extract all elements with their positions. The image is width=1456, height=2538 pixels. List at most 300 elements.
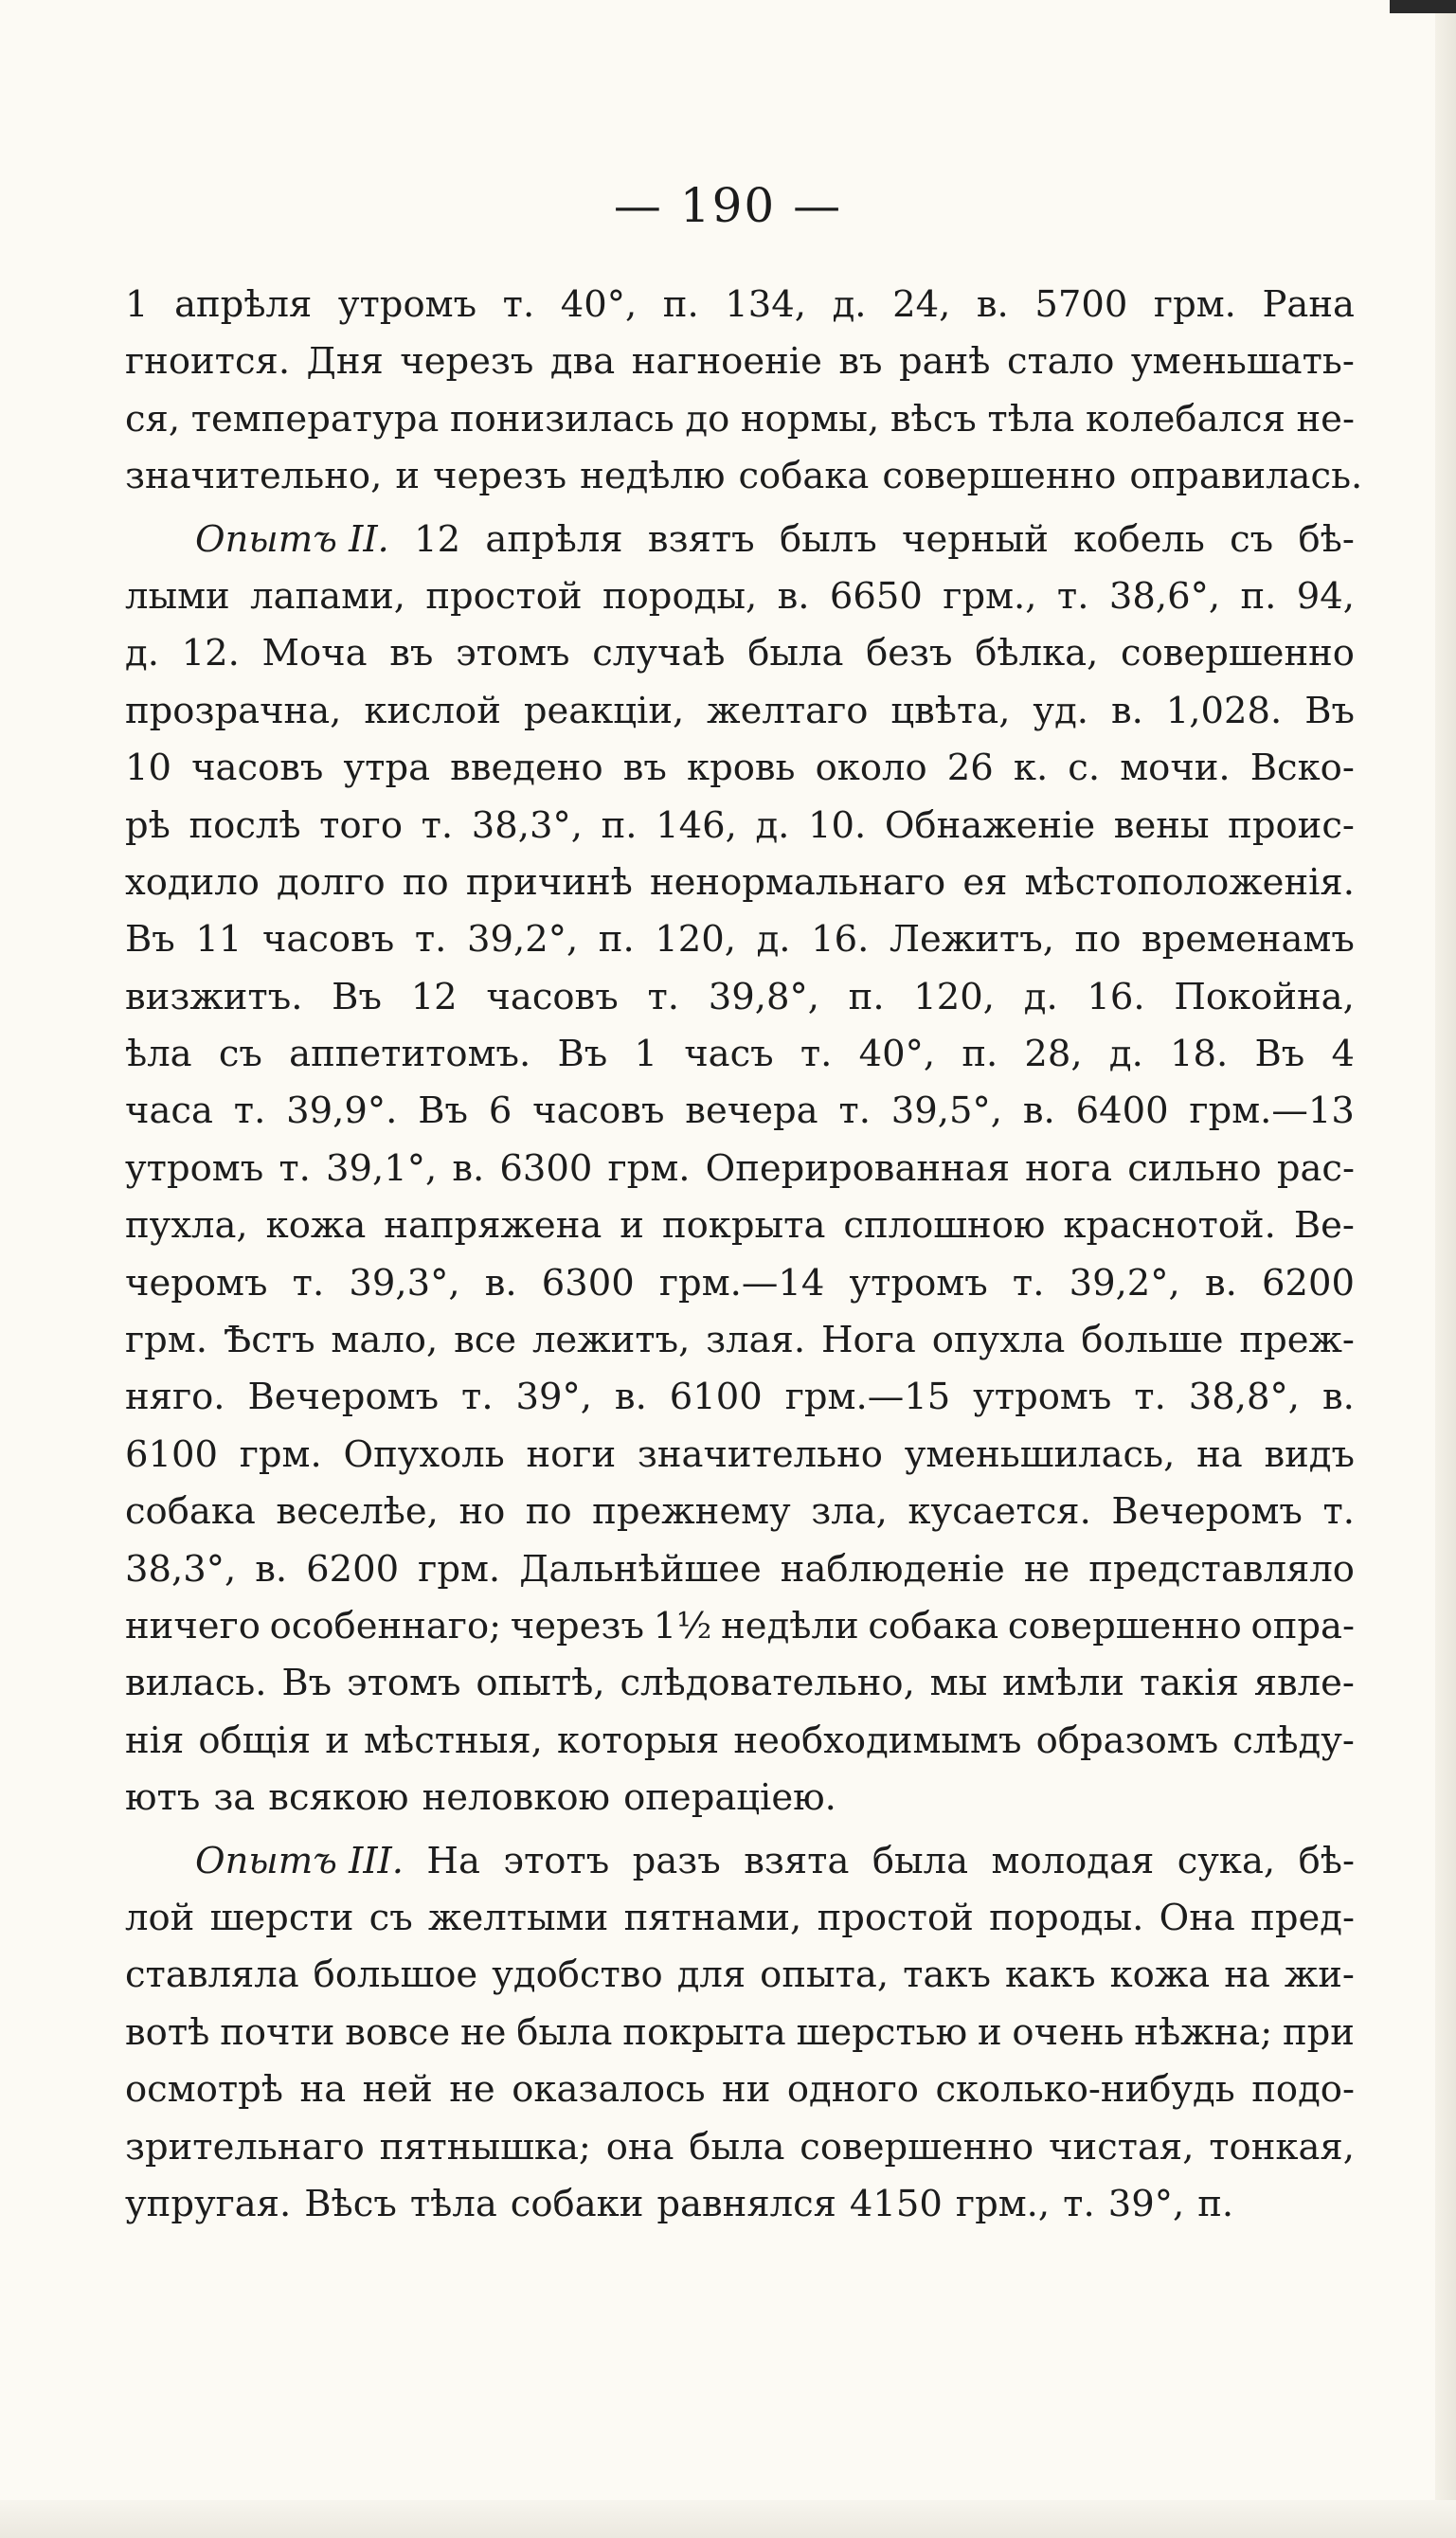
text-line bbox=[125, 798, 1355, 855]
word: грм., bbox=[943, 574, 1037, 618]
word: въ bbox=[622, 747, 667, 790]
word: черезъ bbox=[432, 455, 567, 498]
word: т. bbox=[838, 1089, 871, 1133]
word: Покойна, bbox=[1174, 975, 1355, 1018]
text-line bbox=[125, 448, 1363, 505]
word: в. bbox=[1321, 1376, 1355, 1419]
word: жи- bbox=[1284, 1953, 1355, 1997]
word: общія bbox=[198, 1719, 312, 1762]
word: уд. bbox=[1033, 689, 1089, 732]
word: неловкою bbox=[422, 1776, 611, 1820]
text-line bbox=[125, 2061, 1355, 2118]
word: часовъ bbox=[191, 747, 324, 790]
word: ничего bbox=[125, 1604, 261, 1647]
word: временамъ bbox=[1141, 918, 1355, 962]
word: черный bbox=[902, 517, 1049, 561]
text-line bbox=[125, 333, 1355, 390]
word: была bbox=[516, 2010, 613, 2054]
text-line bbox=[125, 1833, 1355, 1890]
text-line bbox=[125, 1197, 1355, 1254]
word: въ bbox=[838, 340, 883, 384]
body-text bbox=[125, 277, 1363, 2233]
word: краснотой. bbox=[1063, 1204, 1276, 1248]
word: слѣду- bbox=[1232, 1719, 1355, 1762]
word: взята bbox=[744, 1839, 850, 1882]
word: такія bbox=[1139, 1662, 1239, 1705]
word: нія bbox=[125, 1719, 185, 1762]
text-line bbox=[125, 1541, 1355, 1598]
word: этотъ bbox=[503, 1839, 610, 1882]
word: недѣли bbox=[721, 1604, 859, 1647]
word: Вско- bbox=[1249, 747, 1355, 790]
word: напряжена bbox=[384, 1204, 602, 1248]
word: Лежитъ, bbox=[889, 918, 1054, 962]
word: за bbox=[213, 1776, 256, 1820]
word: этомъ bbox=[347, 1662, 461, 1705]
word: п. bbox=[601, 803, 638, 847]
word: представляло bbox=[1088, 1547, 1355, 1591]
word: Дальнѣйшее bbox=[519, 1547, 762, 1591]
word: т. bbox=[502, 283, 535, 326]
word: была bbox=[872, 1839, 969, 1882]
word: вечера bbox=[685, 1089, 818, 1133]
word: пятнышка; bbox=[379, 2125, 591, 2169]
word: около bbox=[815, 747, 927, 790]
word: стало bbox=[1006, 340, 1115, 384]
text-line bbox=[125, 740, 1355, 797]
word: оказалось bbox=[512, 2068, 706, 2112]
word: лежитъ, bbox=[531, 1319, 691, 1362]
word: въ bbox=[389, 632, 434, 675]
word: т. bbox=[279, 1146, 311, 1190]
word: всякою bbox=[268, 1776, 409, 1820]
word: прежнему bbox=[592, 1490, 791, 1534]
word: и bbox=[977, 2010, 1002, 2054]
text-line bbox=[125, 855, 1355, 911]
word: реакціи, bbox=[523, 689, 685, 732]
word: 39,2°, bbox=[466, 918, 579, 962]
word: в. bbox=[484, 1261, 517, 1305]
word: но bbox=[458, 1490, 506, 1534]
word: упругая. bbox=[125, 2182, 292, 2225]
word: грм. bbox=[239, 1432, 322, 1476]
word: грм. bbox=[418, 1547, 501, 1591]
word: 39,5°, bbox=[890, 1089, 1003, 1133]
word: 6100 bbox=[669, 1376, 763, 1419]
word: 12 bbox=[414, 517, 461, 561]
word: недѣлю bbox=[580, 455, 726, 498]
word: опра- bbox=[1250, 1604, 1355, 1647]
word: апрѣля bbox=[485, 517, 623, 561]
word: черомъ bbox=[125, 1261, 268, 1305]
text-line bbox=[125, 1312, 1355, 1369]
word: Обнаженіе bbox=[884, 803, 1096, 847]
word: наблюденіе bbox=[780, 1547, 1005, 1591]
word: лой bbox=[125, 1896, 195, 1939]
word: вотѣ bbox=[125, 2010, 210, 2054]
word: удобство bbox=[492, 1953, 663, 1997]
word: мочи. bbox=[1120, 747, 1231, 790]
word: часа bbox=[125, 1089, 213, 1133]
word: 120, bbox=[655, 918, 736, 962]
word: покрыта bbox=[622, 2010, 786, 2054]
word: мѣстоположенія. bbox=[1024, 860, 1355, 904]
word: грм.—15 bbox=[784, 1376, 951, 1419]
word: которыя bbox=[557, 1719, 720, 1762]
word: зла, bbox=[811, 1490, 888, 1534]
word: Вечеромъ bbox=[247, 1376, 440, 1419]
word: мѣстныя, bbox=[364, 1719, 543, 1762]
word: 1,028. bbox=[1165, 689, 1283, 732]
word: зрительнаго bbox=[125, 2125, 365, 2169]
word: грм.—14 bbox=[658, 1261, 825, 1305]
word: т. bbox=[800, 1033, 833, 1076]
word: аппетитомъ. bbox=[289, 1033, 531, 1076]
word: в. bbox=[777, 574, 810, 618]
word: 11 bbox=[195, 918, 243, 962]
word: 16. bbox=[811, 918, 870, 962]
word: 39,1°, bbox=[326, 1146, 438, 1190]
word: совершенно bbox=[800, 2125, 1034, 2169]
word: нѣжна; bbox=[1134, 2010, 1273, 2054]
word: 38,8°, bbox=[1188, 1376, 1300, 1419]
word: нормы, bbox=[740, 397, 880, 441]
word: утромъ bbox=[973, 1376, 1112, 1419]
word: пятнами, bbox=[623, 1896, 802, 1939]
word: все bbox=[454, 1319, 517, 1362]
word: часовъ bbox=[486, 975, 619, 1018]
word: такъ bbox=[903, 1953, 991, 1997]
word: 39°, bbox=[1107, 2182, 1185, 2225]
text-line bbox=[125, 1890, 1355, 1947]
word: желтыми bbox=[428, 1896, 609, 1939]
word: операціею. bbox=[623, 1776, 836, 1820]
word: п. bbox=[598, 918, 635, 962]
word: т. bbox=[421, 803, 454, 847]
word: утра bbox=[343, 747, 431, 790]
word: на bbox=[299, 2068, 347, 2112]
text-line bbox=[125, 1484, 1355, 1540]
word: Ѣстъ bbox=[223, 1319, 315, 1362]
word: 24, bbox=[892, 283, 951, 326]
word: Она bbox=[1159, 1896, 1235, 1939]
word: Ве- bbox=[1293, 1204, 1355, 1248]
word: гноится. bbox=[125, 340, 291, 384]
word: два bbox=[549, 340, 616, 384]
word: т. bbox=[461, 1376, 494, 1419]
word: при bbox=[1282, 2010, 1355, 2054]
word: по bbox=[1074, 918, 1122, 962]
word: шерстью bbox=[796, 2010, 968, 2054]
word: явле- bbox=[1253, 1662, 1355, 1705]
experiment-heading: Опытъ III. bbox=[195, 1839, 404, 1882]
word: в. bbox=[1110, 689, 1143, 732]
word: 94, bbox=[1296, 574, 1355, 618]
word: 5700 bbox=[1034, 283, 1128, 326]
word: д. bbox=[1023, 975, 1058, 1018]
word: т. bbox=[1012, 1261, 1045, 1305]
word: значительно bbox=[637, 1432, 883, 1476]
word: понизилась bbox=[449, 397, 674, 441]
word: 40°, bbox=[560, 283, 638, 326]
text-line bbox=[125, 1369, 1355, 1426]
word: 1 bbox=[634, 1033, 657, 1076]
text-line bbox=[125, 1598, 1355, 1655]
paragraph bbox=[125, 512, 1355, 1827]
word: была bbox=[689, 2125, 785, 2169]
word: ся, bbox=[125, 397, 181, 441]
word: особеннаго; bbox=[269, 1604, 502, 1647]
word: ходило bbox=[125, 860, 260, 904]
corner-mark bbox=[1390, 0, 1456, 13]
word: равнялся bbox=[656, 2182, 836, 2225]
word: т. bbox=[1063, 2182, 1095, 2225]
word: бѣ- bbox=[1298, 1839, 1355, 1882]
text-line bbox=[125, 1655, 1355, 1712]
word: пухла, bbox=[125, 1204, 248, 1248]
word: собаки bbox=[510, 2182, 644, 2225]
word: кожа bbox=[1109, 1953, 1211, 1997]
text-line bbox=[125, 969, 1355, 1026]
word: 39,9°. bbox=[286, 1089, 398, 1133]
word: сильно bbox=[1127, 1146, 1262, 1190]
word: 12. bbox=[181, 632, 240, 675]
word: введено bbox=[450, 747, 603, 790]
word: опыта, bbox=[760, 1953, 890, 1997]
word: не bbox=[449, 2068, 495, 2112]
word: Опухоль bbox=[343, 1432, 505, 1476]
word: кусается. bbox=[908, 1490, 1091, 1534]
word: веселѣе, bbox=[276, 1490, 439, 1534]
text-line bbox=[125, 2005, 1355, 2061]
word: съ bbox=[1230, 517, 1274, 561]
word: т. bbox=[1322, 1490, 1355, 1534]
word: бѣ- bbox=[1298, 517, 1355, 561]
word: часовъ bbox=[261, 918, 395, 962]
word: 6300 bbox=[541, 1261, 635, 1305]
word: черезъ bbox=[400, 340, 534, 384]
word: прозрачна, bbox=[125, 689, 342, 732]
word: и bbox=[620, 1204, 644, 1248]
word: д. bbox=[832, 283, 867, 326]
word: утромъ bbox=[849, 1261, 988, 1305]
word: Вечеромъ bbox=[1111, 1490, 1303, 1534]
word: собака bbox=[125, 1490, 256, 1534]
word: послѣ bbox=[189, 803, 301, 847]
word: лапами, bbox=[250, 574, 405, 618]
text-line bbox=[125, 1255, 1355, 1312]
word: оправилась. bbox=[1129, 455, 1363, 498]
word: т. bbox=[292, 1261, 325, 1305]
word: ноги bbox=[526, 1432, 617, 1476]
word: 6650 bbox=[829, 574, 923, 618]
word: черезъ bbox=[510, 1604, 644, 1647]
word: няго. bbox=[125, 1376, 225, 1419]
word: по bbox=[525, 1490, 572, 1534]
text-line bbox=[125, 1770, 1355, 1827]
word: 38,3°, bbox=[125, 1547, 237, 1591]
text-line bbox=[125, 1141, 1355, 1197]
word: п. bbox=[1197, 2182, 1234, 2225]
word: п. bbox=[662, 283, 699, 326]
word: породы, bbox=[602, 574, 758, 618]
word: подо- bbox=[1251, 2068, 1355, 2112]
word: безъ bbox=[866, 632, 953, 675]
word: ея bbox=[962, 860, 1008, 904]
word: до bbox=[685, 397, 730, 441]
word: 146, bbox=[656, 803, 737, 847]
word: не bbox=[459, 2010, 507, 2054]
word: бѣлка, bbox=[975, 632, 1099, 675]
word: совершенно bbox=[1121, 632, 1355, 675]
word: кожа bbox=[265, 1204, 367, 1248]
word: очень bbox=[1012, 2010, 1124, 2054]
word: на bbox=[1224, 1953, 1270, 1997]
word: мы bbox=[929, 1662, 988, 1705]
word: ставляла bbox=[125, 1953, 299, 1997]
word: грм. bbox=[125, 1319, 208, 1362]
word: чистая, bbox=[1049, 2125, 1195, 2169]
word: т. bbox=[647, 975, 679, 1018]
word: Въ bbox=[418, 1089, 468, 1133]
word: не- bbox=[1296, 397, 1355, 441]
word: разъ bbox=[632, 1839, 721, 1882]
word: температура bbox=[190, 397, 440, 441]
text-line bbox=[125, 1427, 1355, 1484]
word: сука, bbox=[1177, 1839, 1276, 1882]
word: к. bbox=[1013, 747, 1049, 790]
word: 6400 bbox=[1075, 1089, 1169, 1133]
word: причинѣ bbox=[465, 860, 633, 904]
word: 28, bbox=[1024, 1033, 1083, 1076]
word: п. bbox=[848, 975, 885, 1018]
word: тонкая, bbox=[1209, 2125, 1355, 2169]
word: видъ bbox=[1264, 1432, 1355, 1476]
word: ненормальнаго bbox=[649, 860, 946, 904]
word: тѣла bbox=[409, 2182, 497, 2225]
word: 39,3°, bbox=[349, 1261, 460, 1305]
word: 120, bbox=[913, 975, 996, 1018]
word: того bbox=[319, 803, 403, 847]
word: в. bbox=[1204, 1261, 1237, 1305]
page-edge-right bbox=[1435, 0, 1456, 2538]
word: лыми bbox=[125, 574, 230, 618]
word: Дня bbox=[306, 340, 384, 384]
word: Оперированная bbox=[705, 1146, 1010, 1190]
text-line bbox=[125, 512, 1355, 568]
word: визжитъ. bbox=[125, 975, 303, 1018]
word: 39,8°, bbox=[708, 975, 819, 1018]
word: шерсти bbox=[209, 1896, 354, 1939]
word: была bbox=[747, 632, 844, 675]
word: и bbox=[395, 455, 420, 498]
word: уменьшать- bbox=[1130, 340, 1355, 384]
word: преж- bbox=[1239, 1319, 1355, 1362]
word: больше bbox=[1081, 1319, 1224, 1362]
text-line bbox=[125, 391, 1355, 448]
word: и bbox=[325, 1719, 350, 1762]
word: Вѣсъ bbox=[304, 2182, 397, 2225]
text-line bbox=[125, 1083, 1355, 1140]
word: 38,6°, bbox=[1108, 574, 1221, 618]
word: случаѣ bbox=[592, 632, 726, 675]
word: вѣсъ bbox=[890, 397, 977, 441]
word: в. bbox=[614, 1376, 647, 1419]
word: 18. bbox=[1170, 1033, 1229, 1076]
word: в. bbox=[1022, 1089, 1055, 1133]
word: утромъ bbox=[337, 283, 477, 326]
word: сплошною bbox=[843, 1204, 1046, 1248]
word: простой bbox=[425, 574, 583, 618]
word: в. bbox=[452, 1146, 485, 1190]
word: съ bbox=[218, 1033, 262, 1076]
word: на bbox=[1196, 1432, 1243, 1476]
word: злая. bbox=[706, 1319, 806, 1362]
text-line bbox=[125, 625, 1355, 682]
word: 4 bbox=[1331, 1033, 1355, 1076]
word: Въ bbox=[125, 918, 175, 962]
word: д. bbox=[756, 918, 791, 962]
word: 1 bbox=[125, 283, 149, 326]
word: опытѣ, bbox=[476, 1662, 605, 1705]
word: 6100 bbox=[125, 1432, 218, 1476]
word: Въ bbox=[281, 1662, 333, 1705]
word: какъ bbox=[1004, 1953, 1096, 1997]
word: этомъ bbox=[456, 632, 570, 675]
word: цвѣта, bbox=[890, 689, 1011, 732]
word: д. bbox=[125, 632, 159, 675]
word: проис- bbox=[1228, 803, 1355, 847]
word: желтаго bbox=[707, 689, 869, 732]
word: простой bbox=[817, 1896, 974, 1939]
word: слѣдовательно, bbox=[620, 1662, 915, 1705]
word: утромъ bbox=[125, 1146, 264, 1190]
word: собака bbox=[738, 455, 870, 498]
word: д. bbox=[1108, 1033, 1143, 1076]
text-line bbox=[125, 911, 1355, 968]
word: необходимымъ bbox=[733, 1719, 1022, 1762]
text-line bbox=[125, 683, 1355, 740]
word: ранѣ bbox=[898, 340, 991, 384]
word: ни bbox=[722, 2068, 771, 2112]
word: 6200 bbox=[1262, 1261, 1355, 1305]
word: Въ bbox=[332, 975, 382, 1018]
word: вовсе bbox=[345, 2010, 451, 2054]
word: образомъ bbox=[1035, 1719, 1219, 1762]
word: 6 bbox=[488, 1089, 512, 1133]
word: кобель bbox=[1073, 517, 1205, 561]
word: 39°, bbox=[515, 1376, 592, 1419]
word: Въ bbox=[557, 1033, 608, 1076]
word: т. bbox=[1056, 574, 1089, 618]
word: ней bbox=[362, 2068, 433, 2112]
word: т. bbox=[414, 918, 447, 962]
word: 134, bbox=[725, 283, 806, 326]
word: д. bbox=[755, 803, 790, 847]
word: сколько-нибудь bbox=[935, 2068, 1235, 2112]
word: собака bbox=[868, 1604, 999, 1647]
word: колебался bbox=[1085, 397, 1285, 441]
word: с. bbox=[1068, 747, 1101, 790]
word: ѣла bbox=[125, 1033, 192, 1076]
page-number: — 190 — bbox=[613, 178, 843, 233]
word: тѣла bbox=[987, 397, 1075, 441]
text-line bbox=[125, 568, 1355, 625]
text-line bbox=[125, 1713, 1355, 1770]
text-line bbox=[125, 1947, 1355, 2004]
word: уменьшилась, bbox=[904, 1432, 1176, 1476]
word: грм. bbox=[607, 1146, 691, 1190]
